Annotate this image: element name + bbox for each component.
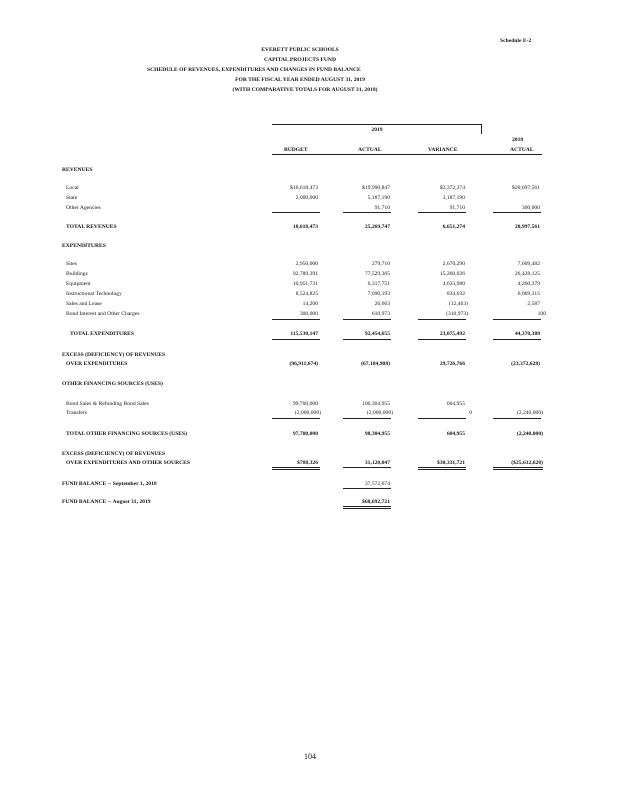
ofs-actual-rule — [343, 418, 391, 419]
revenues-prior-rule — [493, 212, 541, 213]
excess2-prior-double-rule-2 — [493, 469, 543, 470]
title-line-4: FOR THE FISCAL YEAR ENDED AUGUST 31, 2019 — [235, 77, 365, 83]
header-variance: VARIANCE — [428, 147, 458, 153]
excess2-variance-double-rule-2 — [418, 469, 466, 470]
other-financing-heading: OTHER FINANCING SOURCES (USES) — [62, 381, 163, 387]
fund-balance-end-double-rule-2 — [343, 508, 391, 509]
expenditures-budget-rule — [272, 319, 320, 320]
expenditures-prior-rule — [493, 319, 541, 320]
total-expenditures-actual-rule — [343, 339, 391, 340]
title-line-2: CAPITAL PROJECTS FUND — [264, 57, 336, 63]
header-year-2018: 2018 — [512, 137, 524, 143]
header-bottom-rule — [272, 154, 542, 155]
expenditures-variance-rule — [418, 319, 466, 320]
total-expenditures-variance-rule — [418, 339, 466, 340]
excess2-budget-double-rule — [272, 467, 320, 468]
revenues-variance-rule — [418, 212, 466, 213]
expenditures-actual-rule — [343, 319, 391, 320]
expenditures-heading: EXPENDITURES — [62, 243, 106, 249]
schedule-label: Schedule E-2 — [500, 38, 532, 44]
revenues-actual-rule — [343, 212, 391, 213]
title-line-5: (WITH COMPARATIVE TOTALS FOR AUGUST 31, 2018) — [232, 87, 378, 93]
excess2-prior-double-rule — [493, 467, 543, 468]
revenues-budget-rule — [272, 212, 320, 213]
header-actual-2018: ACTUAL — [510, 147, 534, 153]
total-expenditures-prior-rule — [493, 339, 541, 340]
header-actual: ACTUAL — [358, 147, 382, 153]
page-number: 104 — [304, 752, 316, 761]
title-line-1: EVERETT PUBLIC SCHOOLS — [261, 47, 339, 53]
ofs-variance-rule — [418, 418, 466, 419]
revenues-heading: REVENUES — [62, 167, 93, 173]
ofs-prior-rule — [493, 418, 541, 419]
ofs-budget-rule — [272, 418, 320, 419]
fund-balance-end-double-rule — [343, 506, 391, 507]
fund-balance-begin-rule — [343, 488, 391, 489]
excess2-budget-double-rule-2 — [272, 469, 320, 470]
header-top-rule — [272, 124, 482, 125]
excess2-actual-rule — [343, 467, 391, 468]
header-budget: BUDGET — [284, 147, 308, 153]
excess2-variance-double-rule — [418, 467, 466, 468]
header-year-2019: 2019 — [371, 127, 383, 133]
title-line-3: SCHEDULE OF REVENUES, EXPENDITURES AND CHANGES IN FUND BALANCE — [147, 67, 361, 73]
total-expenditures-budget-rule — [272, 339, 320, 340]
